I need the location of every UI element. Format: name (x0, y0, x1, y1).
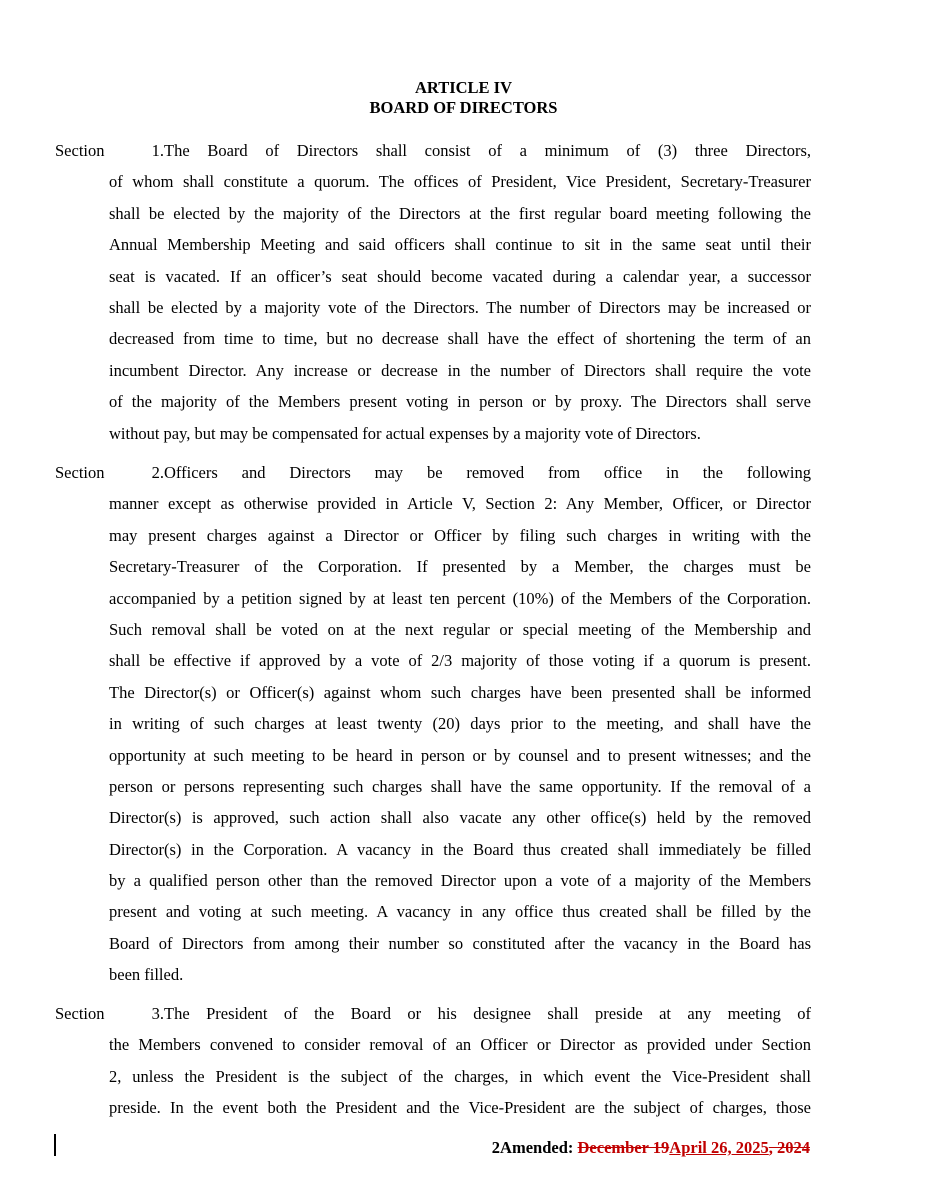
paragraph-line: seat is vacated. If an officer’s seat should become vacated during a calendar year, a successor (109, 266, 811, 286)
paragraph-line: the Members convened to consider removal of an Officer or Director as provided under Section (109, 1035, 811, 1055)
paragraph-line: may present charges against a Director or Officer by filing such charges in writing with the (109, 525, 811, 545)
page-number: 2 (491, 1138, 501, 1157)
paragraph-line: shall be effective if approved by a vote of 2/3 majority of those voting if a quorum is present. (109, 651, 811, 671)
change-bar (54, 1134, 56, 1156)
paragraph-line: decreased from time to time, but no decrease shall have the effect of shortening the term of an (109, 329, 811, 349)
paragraph-line: incumbent Director. Any increase or decrease in the number of Directors shall require the vote (109, 360, 811, 380)
paragraph-line: person or persons representing such charges shall have the same opportunity. If the removal of a (109, 776, 811, 796)
paragraph-line: by a qualified person other than the removed Director upon a vote of a majority of the Members (109, 871, 811, 891)
paragraph-line: Such removal shall be voted on at the next regular or special meeting of the Membership and (109, 619, 811, 639)
paragraph-line: Board of Directors from among their number so constituted after the vacancy in the Board has (109, 933, 811, 953)
paragraph-line: opportunity at such meeting to be heard in person or by counsel and to present witnesses; and the (109, 745, 811, 765)
section-label: Section 2. (55, 463, 164, 482)
page-footer (492, 1138, 810, 1158)
paragraph-line: been filled. (109, 965, 184, 985)
paragraph-line: 2, unless the President is the subject of the charges, in which event the Vice-President shall (109, 1066, 811, 1086)
deleted-year-text: , 2024 (768, 1138, 810, 1157)
article-number: ARTICLE IV (414, 78, 513, 97)
amended-label: Amended: (500, 1138, 578, 1157)
section-3-paragraph (55, 998, 811, 1124)
paragraph-line: of whom shall constitute a quorum. The offices of President, Vice President, Secretary-Treasurer (109, 172, 811, 192)
paragraph-line: Section 1.The Board of Directors shall consist of a minimum of (3) three Directors, (109, 135, 811, 166)
paragraph-line: present and voting at such meeting. A vacancy in any office thus created shall be filled by the (109, 902, 811, 922)
inserted-date-text: April 26, 2025 (669, 1138, 769, 1157)
paragraph-line: Section 2.Officers and Directors may be removed from office in the following (109, 457, 811, 488)
section-2-paragraph (55, 457, 811, 991)
section-1-paragraph (55, 135, 811, 449)
deleted-date-text: December 19 (577, 1138, 670, 1157)
paragraph-line: of the majority of the Members present voting in person or by proxy. The Directors shall serve (109, 392, 811, 412)
paragraph-line: preside. In the event both the President and the Vice-President are the subject of charges, those (109, 1098, 811, 1118)
paragraph-line: Director(s) in the Corporation. A vacancy in the Board thus created shall immediately be filled (109, 839, 811, 859)
paragraph-line: Director(s) is approved, such action shall also vacate any other office(s) held by the removed (109, 808, 811, 828)
paragraph-line: Secretary-Treasurer of the Corporation. If presented by a Member, the charges must be (109, 557, 811, 577)
paragraph-line: shall be elected by a majority vote of the Directors. The number of Directors may be increased or (109, 297, 811, 317)
paragraph-line: The Director(s) or Officer(s) against whom such charges have been presented shall be informed (109, 682, 811, 702)
section-label: Section 1. (55, 141, 164, 160)
paragraph-line: Section 3.The President of the Board or his designee shall preside at any meeting of (109, 998, 811, 1029)
paragraph-line: Annual Membership Meeting and said officers shall continue to sit in the same seat until their (109, 235, 811, 255)
paragraph-line: without pay, but may be compensated for actual expenses by a majority vote of Directors. (109, 423, 701, 443)
section-label: Section 3. (55, 1004, 164, 1023)
article-title: BOARD OF DIRECTORS (369, 98, 558, 117)
paragraph-line: manner except as otherwise provided in Article V, Section 2: Any Member, Officer, or Director (109, 494, 811, 514)
paragraph-line: accompanied by a petition signed by at least ten percent (10%) of the Members of the Corporation. (109, 588, 811, 608)
paragraph-line: in writing of such charges at least twenty (20) days prior to the meeting, and shall have the (109, 714, 811, 734)
paragraph-line: shall be elected by the majority of the Directors at the first regular board meeting following the (109, 203, 811, 223)
